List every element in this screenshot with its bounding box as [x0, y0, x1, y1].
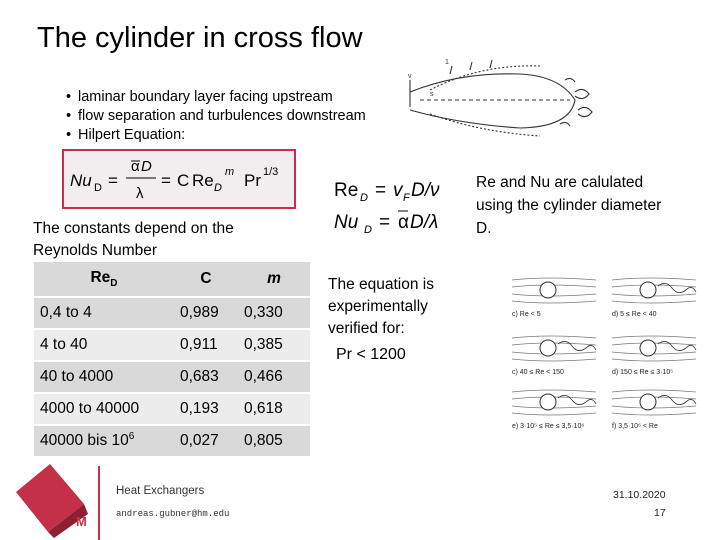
- cell-re: 4 to 40: [34, 328, 174, 360]
- svg-text:D/λ: D/λ: [410, 212, 439, 233]
- svg-text:α: α: [398, 212, 409, 233]
- flow-panel-caption: d) 150 ≤ Re ≤ 3·10⁵: [612, 369, 674, 376]
- flow-separation-diagram: [400, 52, 610, 167]
- bullet-item: • flow separation and turbulences downstream: [66, 107, 366, 126]
- streamline: [612, 390, 696, 392]
- svg-text:v: v: [393, 180, 403, 201]
- cylinder-cross-section: [640, 282, 656, 298]
- streamline: [612, 336, 696, 338]
- streamline: [512, 390, 596, 392]
- flow-panel: [512, 336, 596, 376]
- flow-panel-caption: c) 40 ≤ Re < 150: [512, 369, 564, 376]
- university-logo: [12, 460, 96, 540]
- streamline: [612, 301, 696, 303]
- svg-text:D: D: [214, 182, 222, 194]
- table-row: [34, 360, 310, 392]
- cell-re-exponent: 6: [128, 431, 135, 443]
- hilpert-equation-box: [62, 149, 296, 209]
- svg-text:=: =: [379, 212, 391, 233]
- footer-date: 31.10.2020: [613, 489, 666, 501]
- flow-panel: [512, 390, 596, 430]
- re-nu-definitions: [330, 172, 470, 242]
- flow-panel-caption: c) Re < 5: [512, 311, 541, 318]
- cell-re: [34, 424, 174, 456]
- cell-m: 0,330: [238, 296, 310, 328]
- cell-m: 0,385: [238, 328, 310, 360]
- cylinder-outline: [410, 74, 575, 128]
- streamline: [512, 413, 596, 415]
- svg-text:D: D: [141, 158, 152, 175]
- cylinder-cross-section: [540, 340, 556, 356]
- streamline: [612, 359, 696, 361]
- flow-regime-panels: [508, 276, 704, 436]
- cell-re: 0,4 to 4: [34, 296, 174, 328]
- wake-vortex: [658, 283, 696, 292]
- experimental-note: The equation is experimentally verified for:: [328, 276, 434, 337]
- footer-course-title: Heat Exchangers: [116, 485, 205, 497]
- svg-text:F: F: [403, 192, 410, 204]
- cylinder-cross-section: [640, 394, 656, 410]
- footer-divider: [98, 466, 100, 540]
- svg-text:λ: λ: [136, 185, 144, 202]
- svg-text:m: m: [225, 166, 235, 178]
- column-header-m: m: [238, 262, 310, 296]
- column-header-c: C: [174, 262, 238, 296]
- svg-text:D: D: [360, 192, 368, 204]
- hilpert-constants-table: [34, 262, 310, 456]
- flow-panel: [612, 278, 696, 318]
- flow-panel: [612, 336, 696, 376]
- cell-re: 4000 to 40000: [34, 392, 174, 424]
- streamline: [512, 278, 596, 280]
- cell-m: 0,618: [238, 392, 310, 424]
- table-row: [34, 296, 310, 328]
- diagram-label-v: v: [408, 73, 412, 80]
- diagram-label-s: s: [430, 91, 434, 98]
- cell-re: 40 to 4000: [34, 360, 174, 392]
- cell-c: 0,989: [174, 296, 238, 328]
- diagram-label-1: 1: [445, 59, 449, 66]
- table-row: [34, 424, 310, 456]
- svg-text:C: C: [177, 171, 190, 190]
- constants-note: The constants depend on the Reynolds Number: [33, 220, 234, 259]
- svg-text:1/3: 1/3: [263, 166, 279, 178]
- flow-panel: [512, 278, 596, 318]
- svg-text:Re: Re: [334, 180, 359, 201]
- streamline: [512, 359, 596, 361]
- slide-title: The cylinder in cross flow: [37, 22, 363, 54]
- svg-text:α: α: [131, 158, 140, 175]
- table-row: [34, 392, 310, 424]
- wake-vortex: [658, 341, 696, 350]
- cell-m: 0,805: [238, 424, 310, 456]
- bullet-item: • Hilpert Equation:: [66, 126, 366, 145]
- streamline: [512, 336, 596, 338]
- svg-text:=: =: [161, 171, 171, 190]
- wake-vortex: [658, 395, 696, 404]
- logo-letter: M: [76, 514, 87, 529]
- flow-panel: [612, 390, 696, 430]
- cell-c: 0,193: [174, 392, 238, 424]
- column-header-re: [34, 262, 174, 296]
- re-nu-note: Re and Nu are calulated using the cylinder diameter D.: [476, 174, 662, 237]
- column-header-re-text: Re: [90, 268, 111, 286]
- cell-c: 0,683: [174, 360, 238, 392]
- cylinder-cross-section: [540, 394, 556, 410]
- streamline: [512, 301, 596, 303]
- flow-panel-caption: d) 5 ≤ Re < 40: [612, 311, 657, 318]
- flow-panel-caption: f) 3,5·10⁶ < Re: [612, 423, 658, 430]
- svg-text:D: D: [364, 224, 372, 236]
- svg-text:Re: Re: [192, 171, 214, 190]
- svg-text:Nu: Nu: [70, 171, 92, 190]
- wake-vortex: [558, 341, 596, 350]
- table-header-row: [34, 262, 310, 296]
- svg-text:D/ν: D/ν: [411, 180, 440, 201]
- bullet-list: [66, 88, 366, 145]
- streamline: [612, 413, 696, 415]
- table-row: [34, 328, 310, 360]
- cylinder-cross-section: [640, 340, 656, 356]
- hilpert-equation: [64, 151, 296, 209]
- footer-email: andreas.gubner@hm.edu: [116, 509, 230, 519]
- svg-text:D: D: [94, 182, 102, 194]
- footer-page-number: 17: [654, 507, 666, 519]
- flow-regime-svg: [508, 276, 704, 436]
- svg-text:=: =: [375, 180, 387, 201]
- svg-text:Pr: Pr: [244, 171, 261, 190]
- cylinder-cross-section: [540, 282, 556, 298]
- bullet-item: • laminar boundary layer facing upstream: [66, 88, 366, 107]
- cell-c: 0,911: [174, 328, 238, 360]
- cell-re-base: 40000 bis 10: [40, 432, 129, 450]
- column-header-re-sub: D: [110, 278, 118, 290]
- streamline: [612, 278, 696, 280]
- flow-panel-caption: e) 3·10⁵ ≤ Re ≤ 3,5·10⁶: [512, 423, 585, 430]
- svg-text:=: =: [108, 171, 118, 190]
- wake-vortex: [558, 395, 596, 404]
- cell-c: 0,027: [174, 424, 238, 456]
- cell-m: 0,466: [238, 360, 310, 392]
- svg-text:Nu: Nu: [334, 212, 359, 233]
- pr-condition: Pr < 1200: [336, 346, 406, 363]
